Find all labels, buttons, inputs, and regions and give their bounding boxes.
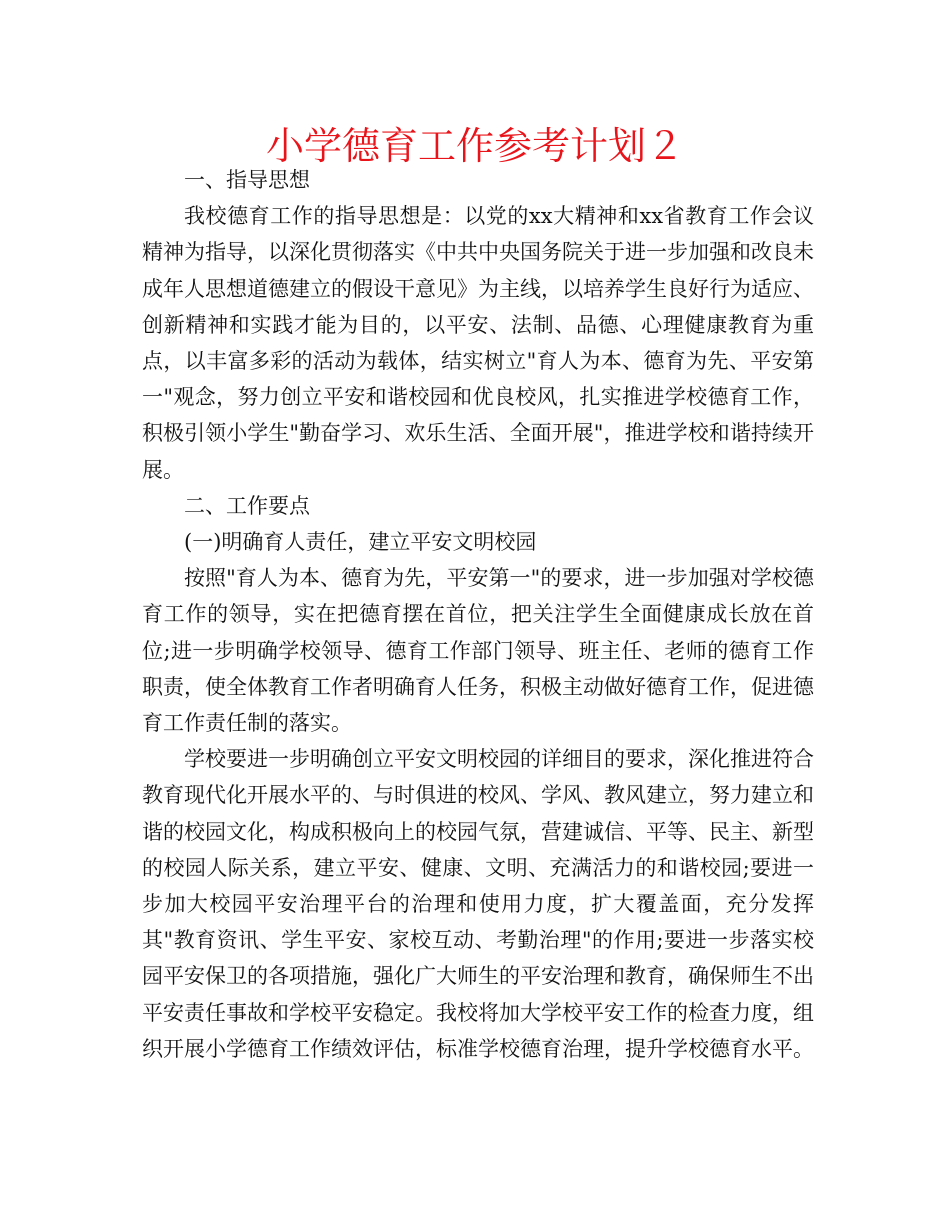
subsection-heading-1: (一)明确育人责任，建立平安文明校园 xyxy=(184,530,537,555)
document-title: 小学德育工作参考计划２ xyxy=(265,124,684,168)
section-heading-work-points: 二、工作要点 xyxy=(184,493,310,518)
document-body xyxy=(142,162,814,1067)
paragraph-guiding-ideology: 我校德育工作的指导思想是：以党的xx大精神和xx省教育工作会议精神为指导，以深化贯彻落实《中共中央国务院关于进一步加强和改良未成年人思想道德建立的假设干意见》为主线，以培养学生良好行为适应、创新精神和实践才能为目的，以平安、法制、品德、心理健康教育为重点，以丰富多彩的活动为载体，结实树立"育人为本、德育为先、平安第一"观念，努力创立平安和谐校园和优良校风，扎实推进学校德育工作，积极引领小学生"勤奋学习、欢乐生活、全面开展"，推进学校和谐持续开展。 xyxy=(142,204,814,482)
section-heading-guiding-ideology: 一、指导思想 xyxy=(184,168,310,192)
paragraph-safe-campus: 学校要进一步明确创立平安文明校园的详细目的要求，深化推进符合教育现代化开展水平的、与时俱进的校风、学风、教风建立，努力建立和谐的校园文化，构成积极向上的校园气氛，营建诚信、平等、民主、新型的校园人际关系，建立平安、健康、文明、充满活力的和谐校园;要进一步加大校园平安治理平台的治理和使用力度，扩大覆盖面，充分发挥其"教育资讯、学生平安、家校互动、考勤治理"的作用;要进一步落实校园平安保卫的各项措施，强化广大师生的平安治理和教育，确保师生不出平安责任事故和学校平安稳定。我校将加大学校平安工作的检查力度，组织开展小学德育工作绩效评估，标准学校德育治理，提升学校德育水平。 xyxy=(142,747,814,1061)
paragraph-responsibility: 按照"育人为本、德育为先，平安第一"的要求，进一步加强对学校德育工作的领导，实在把德育摆在首位，把关注学生全面健康成长放在首位;进一步明确学校领导、德育工作部门领导、班主任、老师的德育工作职责，使全体教育工作者明确育人任务，积极主动做好德育工作，促进德育工作责任制的落实。 xyxy=(142,566,814,736)
